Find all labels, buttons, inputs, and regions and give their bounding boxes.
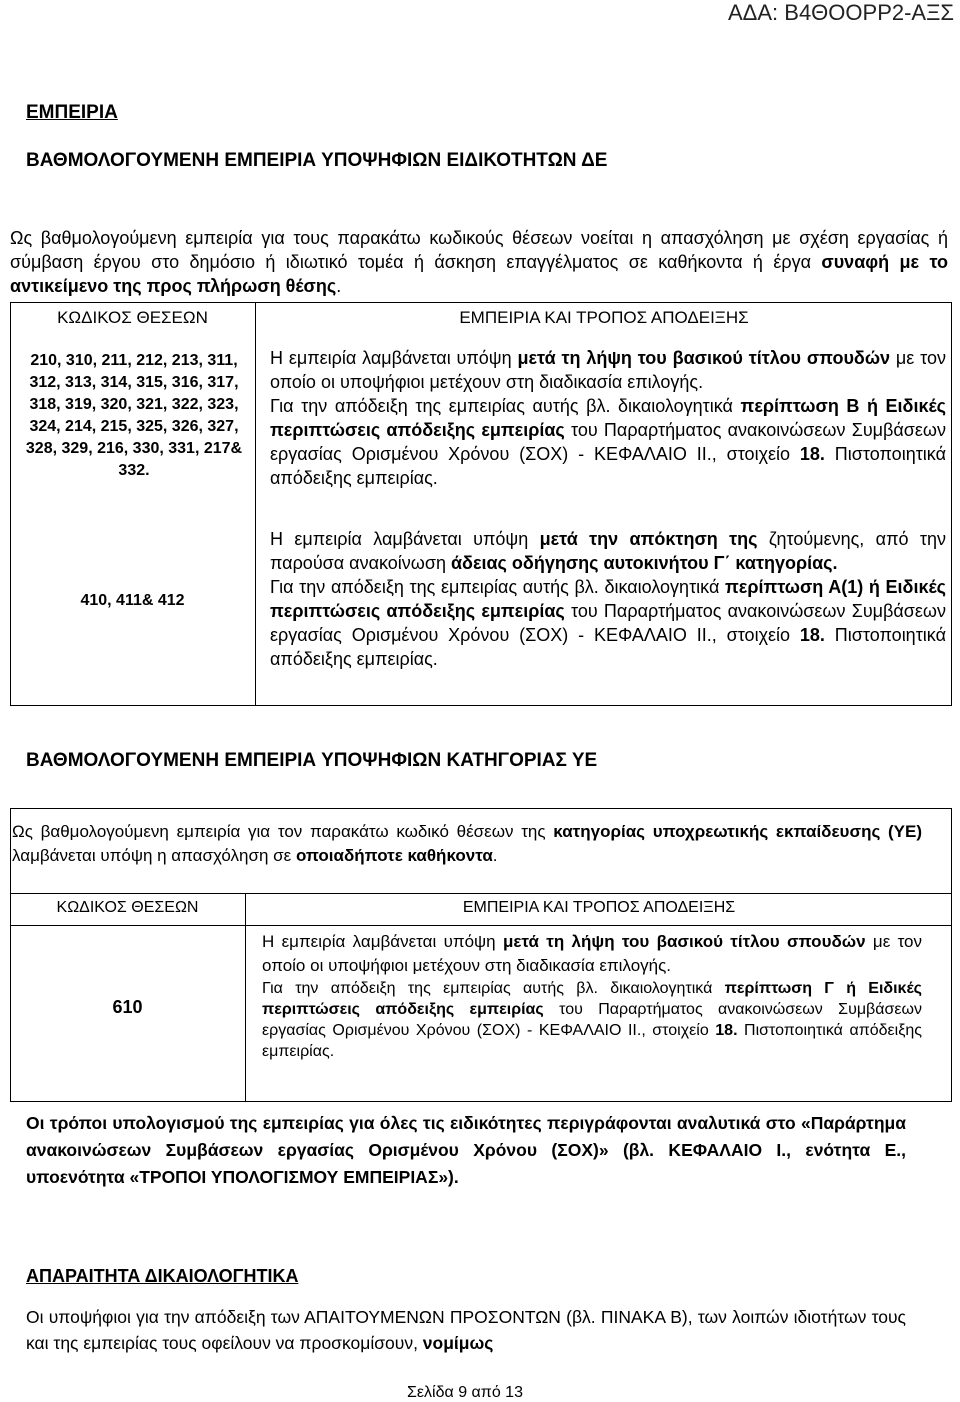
t2-col-header-experience: ΕΜΠΕΙΡΙΑ ΚΑΙ ΤΡΟΠΟΣ ΑΠΟΔΕΙΞΗΣ — [462, 899, 736, 916]
section-title-experience: ΕΜΠΕΙΡΙΑ — [26, 102, 118, 123]
page-number: Σελίδα 9 από 13 — [407, 1384, 523, 1401]
row2-codes: 410, 411& 412 — [80, 592, 185, 609]
r1p2d: 18. — [799, 444, 825, 464]
col-header-experience: ΕΜΠΕΙΡΙΑ ΚΑΙ ΤΡΟΠΟΣ ΑΠΟΔΕΙΞΗΣ — [459, 308, 749, 327]
s2a: Ως βαθμολογούμενη εμπειρία για τον παρακάτω κωδικό θέσεων της — [12, 822, 554, 841]
t2p2c: του Παραρτήματος ανακοινώσεων Συμβάσεων εργασίας Ορισμένου Χρόνου (ΣΟΧ) - ΚΕΦΑΛΑΙΟ ΙΙ., στοιχείο — [262, 1001, 922, 1039]
s2e: . — [492, 845, 498, 865]
col-header-codes: ΚΩΔΙΚΟΣ ΘΕΣΕΩΝ — [57, 308, 208, 327]
docs-text-a: Οι υποψήφιοι για την απόδειξη των ΑΠΑΙΤΟΥΜΕΝΩΝ ΠΡΟΣΟΝΤΩΝ (βλ. ΠΙΝΑΚΑ Β), των λοιπών ιδιοτήτων τους και της εμπειρίας τους οφείλουν να προσκομίσουν, — [26, 1307, 906, 1353]
t2p2a: Για την απόδειξη της εμπειρίας αυτής βλ. δικαιολογητικά — [262, 980, 725, 997]
row2-para2 — [270, 575, 946, 671]
r2p1d: άδειας οδήγησης αυτοκινήτου Γ΄ κατηγορίας. — [450, 553, 838, 573]
t2p2b: περίπτωση Γ ή Ειδικές περιπτώσεις απόδειξης εμπειρίας — [262, 980, 923, 1018]
row2-experience — [270, 527, 946, 671]
section1-intro — [10, 226, 948, 298]
t2p2d: 18. — [715, 1022, 738, 1039]
r2p2f: Πιστοποιητικά απόδειξης εμπειρίας. — [270, 625, 946, 669]
r2p1b: μετά την απόκτηση της — [539, 529, 758, 549]
t2-para2 — [262, 978, 922, 1062]
docs-text-b: νομίμως — [422, 1333, 494, 1353]
s2c: λαμβάνεται υπόψη η απασχόληση σε — [12, 845, 296, 865]
intro-bold: συναφή με το αντικείμενο της προς πλήρωση θέσης — [10, 252, 948, 296]
r2p1a: Η εμπειρία λαμβάνεται υπόψη — [270, 529, 540, 549]
r2p2d: , στοιχείο — [711, 625, 800, 645]
table2-top-rule — [10, 893, 952, 894]
r2p2a: Για την απόδειξη της εμπειρίας αυτής βλ. δικαιολογητικά — [270, 577, 726, 597]
table2-header-rule — [10, 925, 952, 926]
t2-code: 610 — [112, 997, 143, 1017]
s2b: κατηγορίας υποχρεωτικής εκπαίδευσης (ΥΕ) — [553, 822, 923, 841]
r1p2e: Πιστοποιητικά απόδειξης εμπειρίας. — [270, 444, 946, 488]
row1-para2 — [270, 394, 946, 490]
section2-intro — [12, 820, 922, 867]
r2p2c: του Παραρτήματος ανακοινώσεων Συμβάσεων εργασίας Ορισμένου Χρόνου (ΣΟΧ) - ΚΕΦΑΛΑΙΟ ΙΙ. — [270, 601, 946, 645]
documents-text — [26, 1304, 906, 1356]
r2p2e: 18. — [799, 625, 825, 645]
section-title-documents: ΑΠΑΡΑΙΤΗΤΑ ΔΙΚΑΙΟΛΟΓΗΤΙΚΑ — [26, 1266, 299, 1286]
t2-para1 — [262, 930, 922, 978]
section-title-ye: ΒΑΘΜΟΛΟΓΟΥΜΕΝΗ ΕΜΠΕΙΡΙΑ ΥΠΟΨΗΦΙΩΝ ΚΑΤΗΓΟΡΙΑΣ ΥΕ — [26, 750, 598, 771]
row1-codes: 210, 310, 211, 212, 213, 311, 312, 313, 314, 315, 316, 317, 318, 319, 320, 321, 322, 323, 324, 214, 215, 325, 326, 327, 328, 329, 216, 330, 331, 217& 332. — [25, 352, 243, 479]
r1p2b: περίπτωση Β ή Ειδικές περιπτώσεις απόδειξης εμπειρίας — [270, 396, 946, 440]
row1-para1 — [270, 346, 946, 394]
intro-end: . — [336, 276, 342, 296]
t2p2e: Πιστοποιητικά απόδειξης εμπειρίας. — [262, 1022, 922, 1060]
table2-divider — [245, 893, 246, 1102]
calculation-note: Οι τρόποι υπολογισμού της εμπειρίας για όλες τις ειδικότητες περιγράφονται αναλυτικά στο «Παράρτημα ανακοινώσεων Συμβάσεων εργασίας Ορισμένου Χρόνου (ΣΟΧ)» (βλ. ΚΕΦΑΛΑΙΟ Ι., ενότητα Ε., υποενότητα «ΤΡΟΠΟΙ ΥΠΟΛΟΓΙΣΜΟΥ ΕΜΠΕΙΡΙΑΣ»). — [26, 1113, 906, 1187]
t2p1b: μετά τη λήψη του βασικού τίτλου σπουδών — [502, 932, 866, 951]
t2-col-header-codes: ΚΩΔΙΚΟΣ ΘΕΣΕΩΝ — [56, 899, 199, 916]
ada-code: ΑΔΑ: Β4ΘΟΟΡΡ2-ΑΞΣ — [728, 0, 954, 25]
r2p2b: περίπτωση Α(1) ή Ειδικές περιπτώσεις απόδειξης εμπειρίας — [270, 577, 946, 621]
t2-experience — [262, 930, 922, 1062]
r1p1a: Η εμπειρία λαμβάνεται υπόψη — [270, 348, 518, 368]
r1p1c: με τον οποίο οι υποψήφιοι μετέχουν στη διαδικασία επιλογής. — [270, 348, 947, 392]
section-subtitle-de: ΒΑΘΜΟΛΟΓΟΥΜΕΝΗ ΕΜΠΕΙΡΙΑ ΥΠΟΨΗΦΙΩΝ ΕΙΔΙΚΟΤΗΤΩΝ ΔΕ — [26, 150, 608, 171]
t2p1c: με τον οποίο οι υποψήφιοι μετέχουν στη διαδικασία επιλογής. — [262, 932, 923, 975]
table-divider — [255, 302, 256, 706]
row1-experience — [270, 346, 946, 490]
t2p1a: Η εμπειρία λαμβάνεται υπόψη — [262, 932, 503, 951]
s2d: οποιαδήποτε καθήκοντα — [295, 845, 493, 865]
r2p1c: ζητούμενης, από την παρούσα ανακοίνωση — [270, 529, 947, 573]
r1p2a: Για την απόδειξη της εμπειρίας αυτής βλ. δικαιολογητικά — [270, 396, 741, 416]
intro-text: Ως βαθμολογούμενη εμπειρία για τους παρακάτω κωδικούς θέσεων νοείται η απασχόληση με σχέση εργασίας ή σύμβαση έργου στο δημόσιο ή ιδιωτικό τομέα ή άσκηση επαγγέλματος σε καθήκοντα ή έργα — [10, 228, 948, 272]
row2-para1 — [270, 527, 946, 575]
r1p2c: του Παραρτήματος ανακοινώσεων Συμβάσεων εργασίας Ορισμένου Χρόνου (ΣΟΧ) - ΚΕΦΑΛΑΙΟ ΙΙ., στοιχείο — [270, 420, 946, 464]
r1p1b: μετά τη λήψη του βασικού τίτλου σπουδών — [517, 348, 891, 368]
